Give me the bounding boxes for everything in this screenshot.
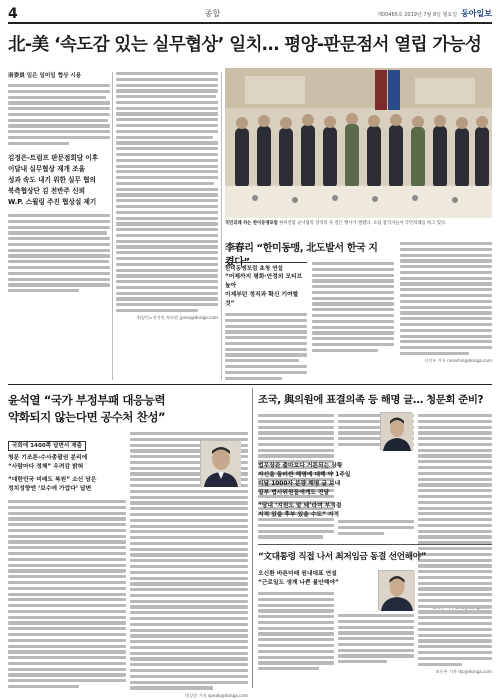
moon-headline: “文대통령 직접 나서 최저임금 동결 선언해야” [258, 552, 426, 562]
interview-headline: 李春리 “한미동맹, 北도발서 한국 지켰다” [225, 243, 378, 268]
yoon-subhead-2: “사람마다 정체” 우려감 밝혀 [8, 464, 84, 470]
cho-subhead-6: 지적 있을 후부 있을 수도” 지적 [258, 512, 340, 518]
lead-subhead-1: 南委員 일은 일미일 협상 시용 [8, 73, 82, 79]
lead-headline: 北-美 ‘속도감 있는 실무협상’ 일치… 평양-판문점서 열립 가능성 [8, 35, 482, 55]
interview-body-2 [312, 262, 394, 352]
cho-portrait [380, 412, 412, 450]
portrait-illustration [379, 571, 415, 611]
moon-column-2 [338, 614, 414, 663]
portrait-illustration [201, 441, 241, 487]
lead-subhead-2: 김정은-트럼프 판문점회담 이후 이달내 실무협상 재개 조율 성과 속도 내기 위한 실무 협의 북측협상단 김 전반주 신뢰 W.P. 스월링 주진 협상설 제기 [8, 154, 99, 206]
portrait-illustration [381, 413, 413, 451]
section-divider [258, 544, 492, 545]
interview-subhead-1: “어제까지 평화·안정의 모티브 높아 [225, 274, 303, 289]
event-photo-illustration [225, 68, 492, 218]
moon-body-2 [338, 614, 414, 663]
interview-body-1 [225, 313, 307, 380]
section-divider [8, 384, 492, 385]
lead-column-2 [116, 72, 218, 321]
yoon-subhead-1: 청문 기조론-수사총괄권 분리에 [8, 455, 88, 461]
yoon-portrait [200, 440, 240, 486]
yoon-byline: 박상준 기자 speak@donga.com [185, 692, 248, 698]
cho-body-3 [338, 520, 414, 535]
cho-subhead-1: 법무장관 출마보다 거론되는 상황 [258, 463, 343, 469]
moon-byline: 조동주 기자 djc@donga.com [435, 668, 492, 674]
column-divider [221, 72, 222, 380]
lead-body-1 [8, 84, 110, 145]
yoon-headline [8, 392, 248, 426]
cho-headline: 조국, 與의원에 표결의족 등 해명 글… 청문회 준비? [258, 394, 484, 406]
interview-column-2 [312, 262, 394, 352]
interview-column-3 [400, 242, 492, 364]
newspaper-brand: 동아일보 [461, 9, 492, 18]
yoon-headline-line-1: 윤석열 “국가 부정부패 대응능력 [8, 393, 166, 407]
column-divider [252, 388, 253, 688]
oh-portrait [378, 570, 414, 610]
moon-subhead-2: “근로일도 생계 나쁜 불안해야” [258, 580, 339, 586]
interview-byline: 신진우 기자 niceshin@donga.com [424, 358, 492, 364]
moon-subhead-1: 오신환 바른미래 원내대표 연설 [258, 571, 337, 577]
lead-column-1 [8, 72, 110, 292]
cho-column-2b [338, 462, 414, 535]
photo-caption-title: 국민의례 하는 한미동맹포럼 [225, 221, 278, 226]
yoon-subhead-3: “대한민국 미래도 복원” 소신 담은 [8, 477, 97, 483]
interview-sub-label: 한미동맹포럼 초청 연설 [225, 262, 307, 273]
lead-byline: 워싱턴=정지연 특파원 jyseo@donga.com [136, 315, 218, 321]
issue-info: 제00465호 2019년 7월 8일 월요일 [377, 12, 458, 18]
interview-column-1 [225, 262, 307, 380]
moon-column-1 [258, 592, 334, 670]
yoon-subhead-4: 정치성향엔 ‘보수에 가깝다’ 답변 [8, 486, 92, 492]
section-name: 종합 [204, 9, 221, 18]
cho-subhead-2: 자신을 둘러싼 해명에 대해 약 1주일 [258, 472, 351, 478]
moon-body-1 [258, 592, 334, 670]
interview-subhead-2: 이제부턴 정직과 확신 기여할것” [225, 292, 299, 307]
interview-body-3 [400, 242, 492, 355]
lead-body-2 [8, 214, 110, 292]
yoon-body-1 [8, 500, 126, 688]
lead-body-3 [116, 72, 218, 312]
cho-subhead-4: 일부 법사위원들에게도 전달 [258, 490, 330, 496]
yoon-column-1 [8, 432, 126, 688]
yoon-sub-label: 국회에 1400쪽 답변서 제출 [8, 441, 86, 451]
event-photo [225, 68, 492, 218]
column-divider [112, 72, 113, 380]
yoon-headline-line-2: 약화되지 않는다면 공수처 찬성” [8, 410, 166, 424]
cho-subhead-3: 이달 1000자 분량 해명 글 보내 [258, 481, 341, 487]
page-number: 4 [8, 6, 18, 22]
moon-body-3 [418, 570, 492, 666]
page-header [8, 4, 492, 24]
cho-subhead-5: “당내 ‘지원도 말 돼’라며 부적절 [258, 503, 342, 509]
photo-caption-text: 한미연합 군사협력 상징의 뜻 깊은 행사가 열렸다. 포럼 참석자들이 국민의례를 하고 있다. [279, 221, 447, 226]
photo-caption [225, 221, 492, 228]
moon-column-3 [418, 570, 492, 675]
